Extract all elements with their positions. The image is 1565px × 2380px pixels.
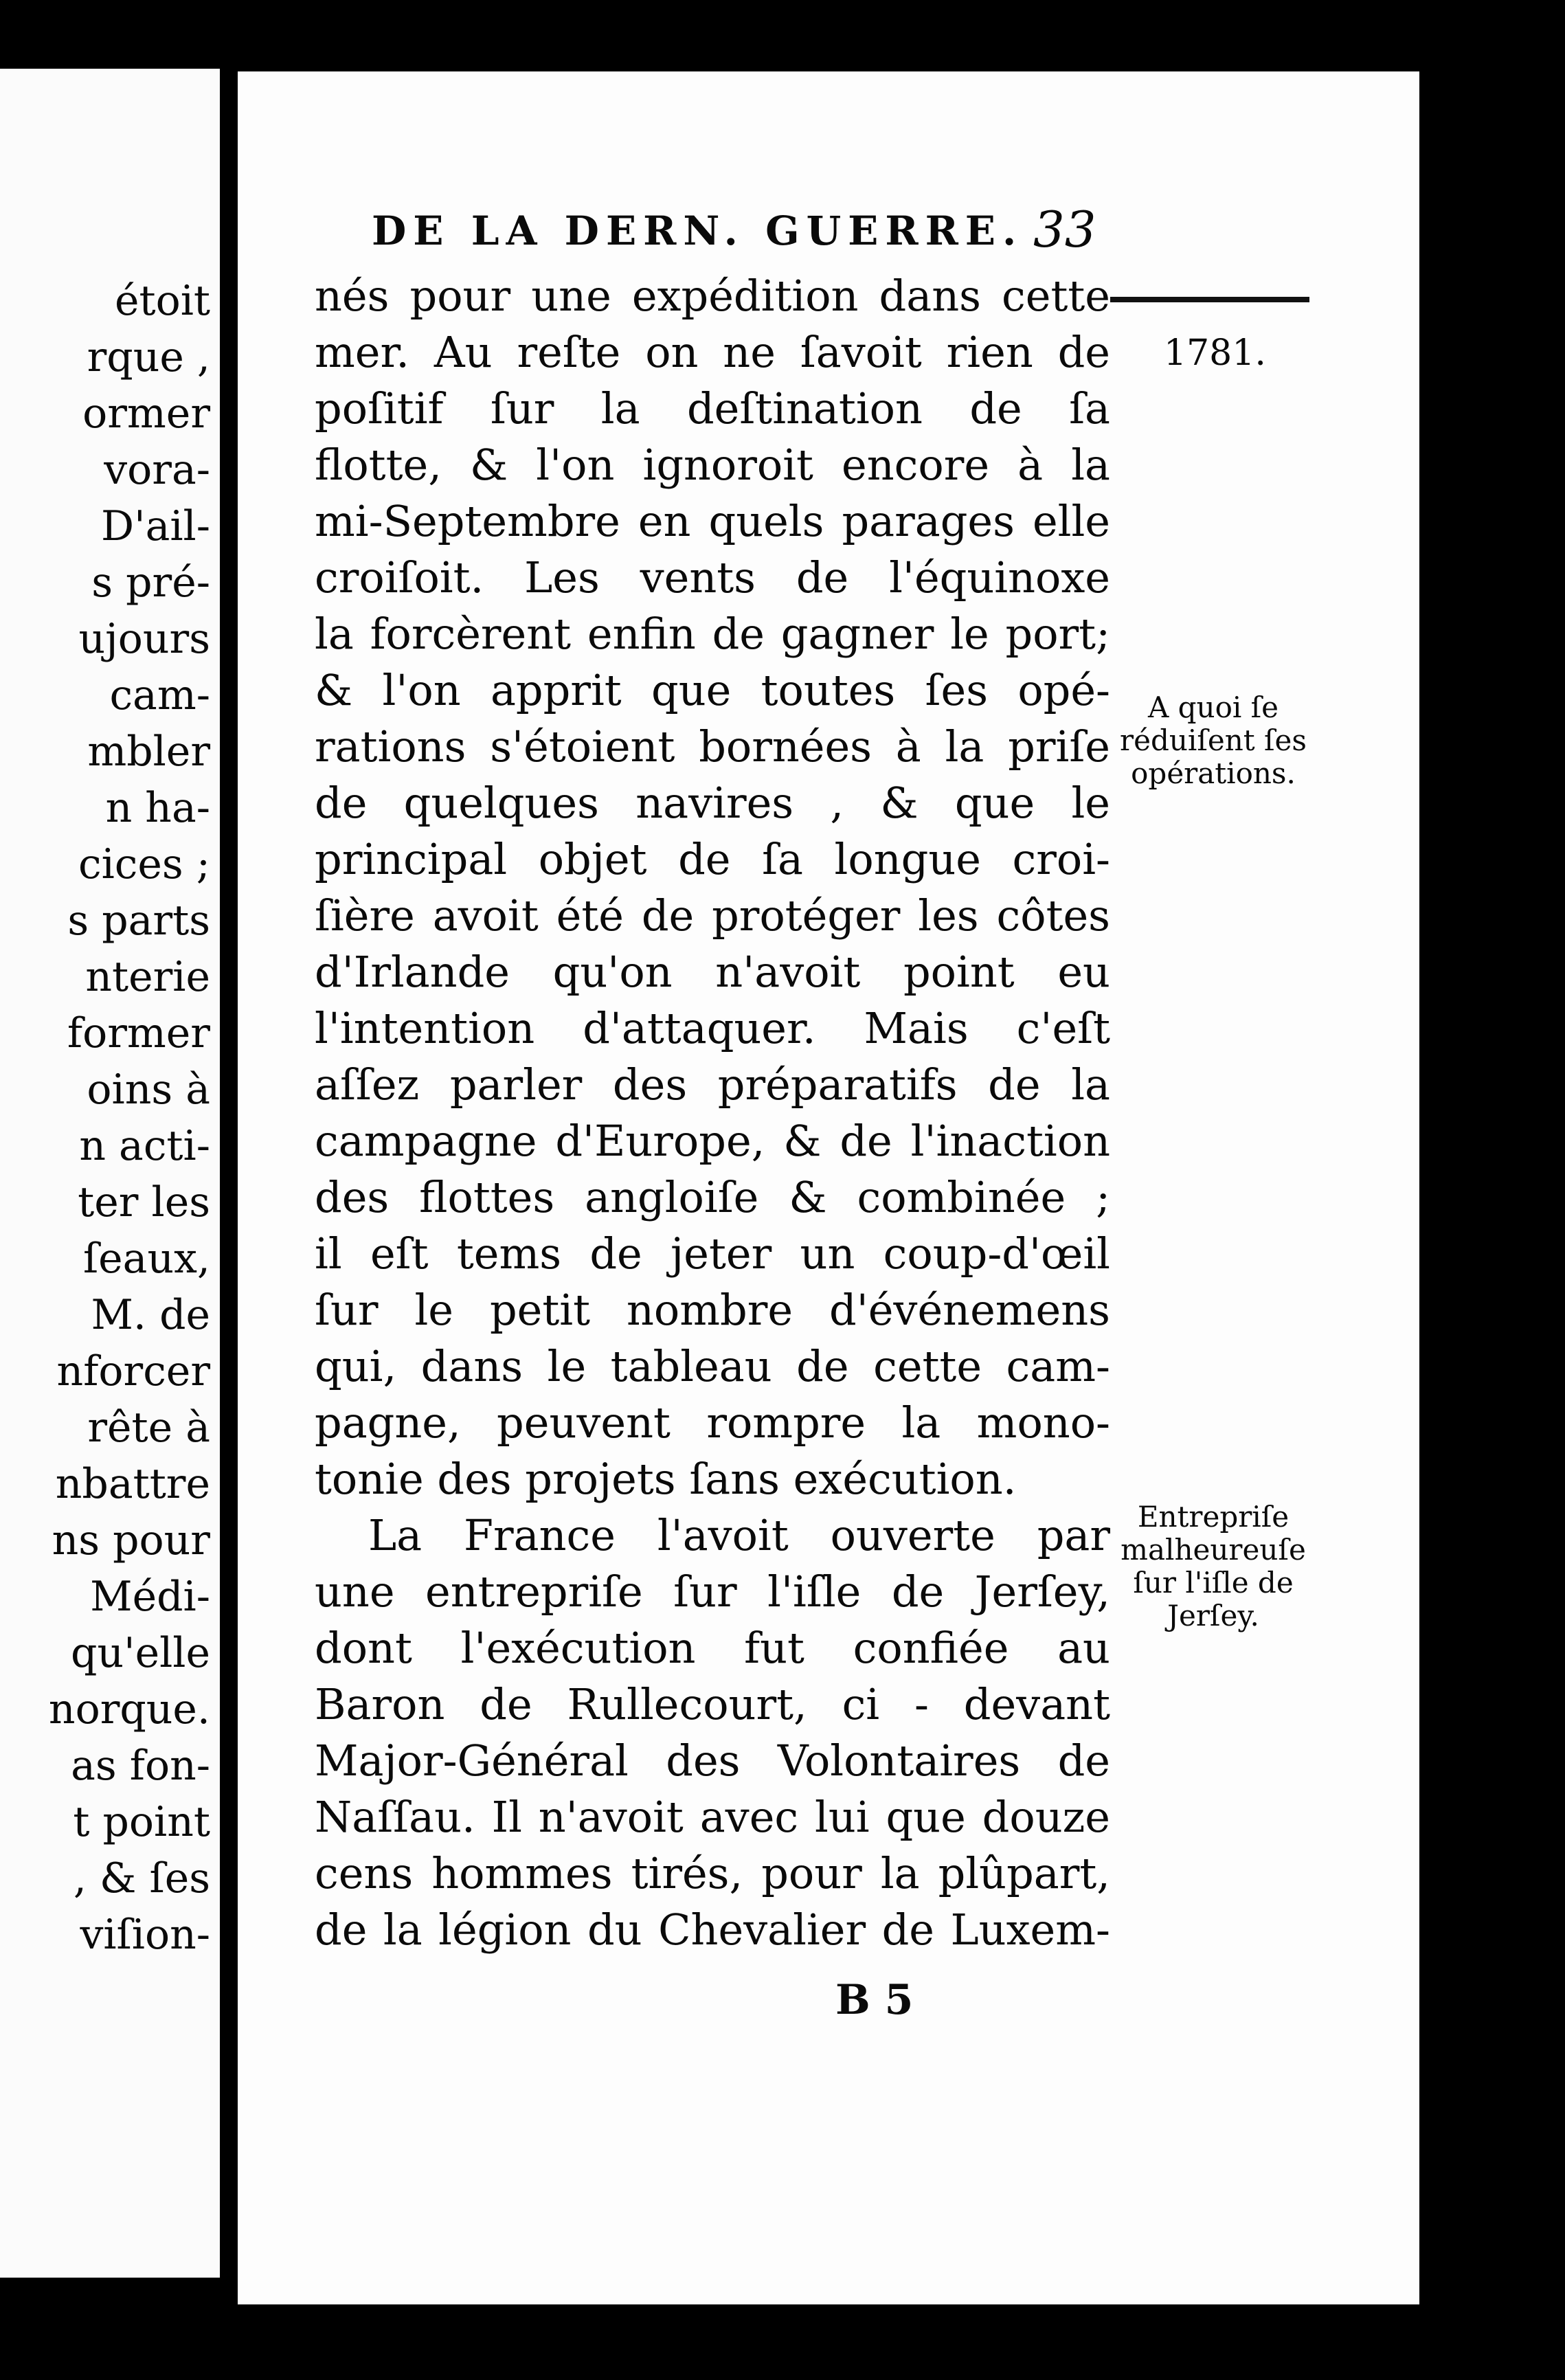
text-line: croiſoit. Les vents de l'équinoxe [315,552,1110,603]
left-page-line: ſeaux, [82,1235,210,1283]
margin-note-line: A quoi ſe [1147,691,1279,724]
text-line: flotte, & l'on ignoroit encore à la [315,440,1110,490]
text-line: ſière avoit été de protéger les côtes [315,890,1110,941]
text-line: cens hommes tirés, pour la plûpart, [315,1848,1110,1898]
text-line: Major-Général des Volontaires de [315,1736,1110,1786]
margin-year: 1781. [1164,333,1266,374]
margin-note-line: Entrepriſe [1137,1500,1290,1534]
left-page-line: cices ; [78,840,210,888]
page-number: 33 [1033,201,1096,258]
left-page-line: s parts [67,897,210,945]
left-page-line: ter les [78,1178,210,1226]
text-line: Baron de Rullecourt, ci - devant [315,1679,1110,1729]
text-line: & l'on apprit que toutes ſes opé- [315,665,1110,715]
text-line: campagne d'Europe, & de l'inaction [315,1116,1110,1166]
text-line: d'Irlande qu'on n'avoit point eu [315,947,1110,997]
main-page [238,71,1419,2304]
left-page-line: norque. [48,1685,210,1733]
left-page-line: Médi- [90,1573,210,1621]
left-page-line: cam- [109,671,210,719]
body-text [315,268,1110,1958]
text-line: principal objet de ſa longue croi- [315,834,1110,884]
left-page-line: nterie [85,953,210,1001]
text-line: dont l'exécution fut confiée au [315,1623,1110,1673]
left-page-line: ns pour [52,1516,210,1564]
left-page-line: former [67,1009,210,1057]
text-line: de quelques navires , & que le [315,778,1110,828]
left-page-line: , & ſes [73,1854,210,1902]
left-page-line: nbattre [55,1460,210,1508]
text-line: une entrepriſe ſur l'iſle de Jerſey, [315,1567,1110,1617]
text-line: qui, dans le tableau de cette cam- [315,1341,1110,1391]
margin-note-line: Jerſey. [1167,1599,1259,1632]
left-page-line: n ha- [105,784,210,832]
text-line: des flottes angloiſe & combinée ; [315,1172,1110,1222]
text-line: mer. Au reſte on ne ſavoit rien de [315,327,1110,377]
left-page-line: qu'elle [71,1629,210,1677]
left-page-fragment [0,69,220,2278]
left-page-line: rête à [87,1404,210,1452]
text-line: La France l'avoit ouverte par [368,1510,1110,1560]
text-line: ſur le petit nombre d'événemens [315,1285,1110,1335]
text-line: tonie des projets ſans exécution. [315,1454,1017,1504]
margin-note-line: malheureuſe [1121,1533,1306,1567]
text-line: il eſt tems de jeter un coup-d'œil [315,1228,1110,1279]
left-page-line: s pré- [91,559,210,607]
left-page-line: n acti- [79,1122,210,1170]
header-rule [1110,297,1309,302]
left-page-line: rque , [87,333,210,381]
left-page-line: t point [73,1798,210,1846]
text-line: poſitif ſur la deſtination de ſa [315,383,1110,434]
text-line: la forcèrent enfin de gagner le port; [315,609,1110,659]
left-page-line: nforcer [56,1347,210,1395]
text-line: aſſez parler des préparatifs de la [315,1059,1110,1110]
left-page-line: ujours [78,615,210,663]
text-line: rations s'étoient bornées à la priſe [315,721,1110,772]
left-page-line: vora- [104,446,210,494]
left-page-line: étoit [114,277,210,325]
signature-mark: B 5 [835,1976,914,2024]
left-page-line: ormer [82,390,210,438]
text-line: pagne, peuvent rompre la mono- [315,1397,1110,1448]
left-page-line: D'ail- [100,502,210,550]
margin-note-operations [1110,691,1316,790]
margin-note-line: opérations. [1131,756,1296,790]
left-page-line: M. de [91,1291,210,1339]
left-page-line: mbler [87,728,210,776]
margin-note-line: ſur l'iſle de [1133,1566,1294,1599]
left-page-line: as fon- [71,1742,210,1790]
text-line: Naſſau. Il n'avoit avec lui que douze [315,1792,1110,1842]
margin-note-jersey [1110,1501,1316,1632]
text-line: nés pour une expédition dans cette [315,271,1110,321]
text-line: de la légion du Chevalier de Luxem- [315,1905,1110,1955]
margin-note-line: réduiſent ſes [1120,723,1307,757]
text-line: mi-Septembre en quels parages elle [315,496,1110,546]
left-page-line: viſion- [80,1911,210,1959]
left-page-line: oins à [87,1066,210,1114]
text-line: l'intention d'attaquer. Mais c'eſt [315,1003,1110,1053]
running-header: DE LA DERN. GUERRE. [372,207,1024,254]
